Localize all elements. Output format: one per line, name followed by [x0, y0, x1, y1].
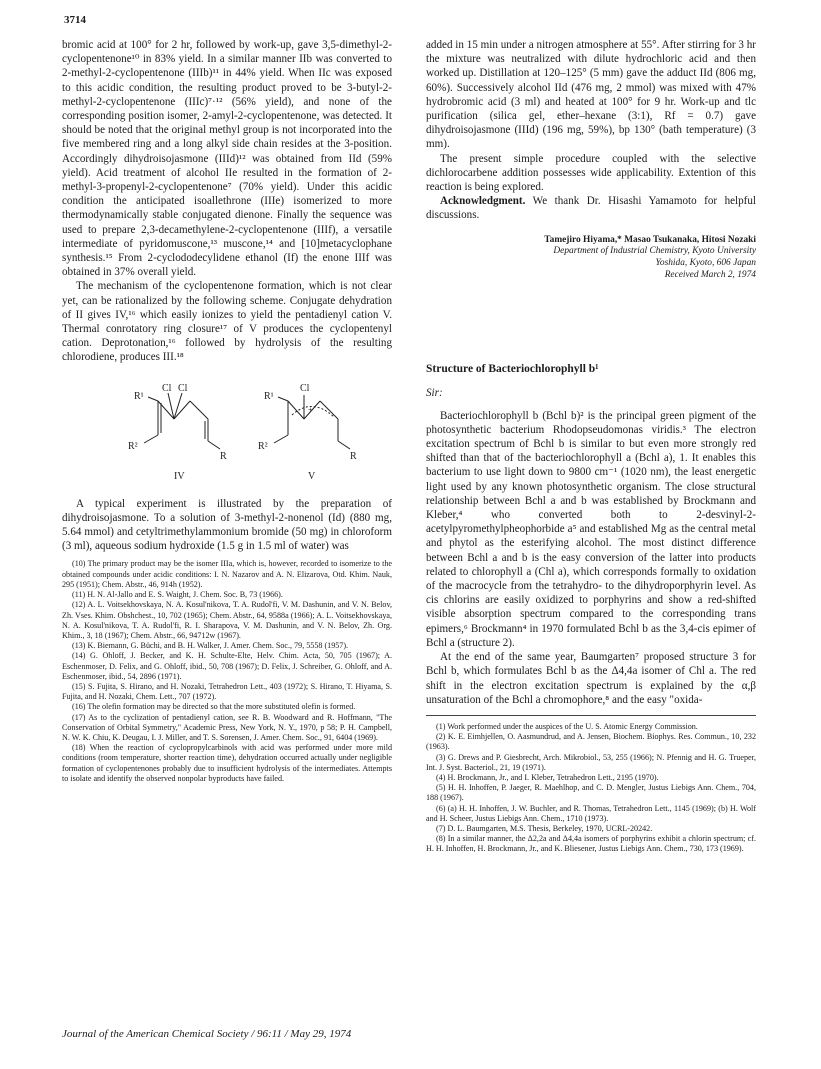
footnote: (8) In a similar manner, the Δ2,2a and Δ4,4a isomers of porphyrins exhibit a chlorin spectrum; cf. H. H. Inhoffen, H. Brockmann, Jr., and K. Bliesener, Justus Liebigs Ann. Chem., 730, 173 (1969). [426, 834, 756, 854]
v-cl-label: Cl [300, 382, 310, 394]
v-bond-3 [320, 401, 338, 419]
v-plus-label: + [308, 404, 314, 415]
scheme-structures [62, 371, 392, 489]
footnote: (6) (a) H. H. Inhoffen, J. W. Buchler, and R. Thomas, Tetrahedron Lett., 1145 (1969); (b) H. Wolf and H. Scheer, Justus Liebigs Ann. Chem., 1710 (1973). [426, 803, 756, 823]
left-paragraph-3: A typical experiment is illustrated by the preparation of dihydroisojasmone. To a solution of 3-methyl-2-nonenol (Id) (880 mg, 5.64 mmol) and cetyltrimethylammonium bromide (50 mg) in chloroform (3 ml), aqueous sodium hydroxide (1.5 g in 1.5 ml of water) was [62, 497, 392, 553]
affiliation-line-1: Department of Industrial Chemistry, Kyoto University [553, 245, 756, 256]
salutation: Sir: [426, 386, 443, 399]
acknowledgment [426, 194, 756, 222]
right-footnotes [426, 722, 756, 855]
iv-r1-bond [148, 397, 158, 401]
page-number: 3714 [64, 14, 86, 26]
footnote: (2) K. E. Eimhjellen, O. Aasmundrud, and A. Jensen, Biochem. Biophys. Res. Commun., 10, 232 (1963). [426, 732, 756, 752]
footnote-separator [426, 715, 756, 716]
acknowledgment-heading: Acknowledgment. [440, 195, 526, 208]
right-paragraph-4: At the end of the same year, Baumgarten⁷ proposed structure 3 for Bchl b, which formulates Bchl b as the Δ4,4a isomer of Chl a. The red shift in the electron excitation spectrum is explained by the α,β unsaturation of the Bchl a chromophore,⁸ and the easy "oxida- [426, 651, 756, 706]
acknowledgment-text: We thank Dr. Hisashi Yamamoto for helpful discussions. [426, 195, 756, 222]
article-title: Structure of Bacteriochlorophyll b¹ [426, 362, 599, 375]
footnote: (10) The primary product may be the isomer IIIa, which is, however, recorded to isomerize to the obtained compounds under acidic conditions: I. N. Nazarov and A. N. Elizarova, Otd. Khim. Nauk, 295 (1951); Chem. Abstr., 46, 914h (1952). [62, 559, 392, 589]
footnote: (17) As to the cyclization of pentadienyl cation, see R. B. Woodward and R. Hoffmann, "The Conservation of Orbital Symmetry," Academic Press, New York, N. Y., 1970, p 58; P. H. Campbell, N. W. K. Chiu, K. Deugau, I. J. Miller, and T. S. Sorensen, J. Amer. Chem. Soc., 91, 6404 (1969). [62, 712, 392, 742]
footnote: (4) H. Brockmann, Jr., and I. Kleber, Tetrahedron Lett., 2195 (1970). [436, 772, 659, 782]
authors: Tamejiro Hiyama,* Masao Tsukanaka, Hitosi Nozaki [544, 234, 756, 245]
right-paragraph-2: The present simple procedure coupled with the selective dichlorocarbene addition possesses wide applicability. Extention of this reaction is being explored. [426, 152, 756, 194]
right-paragraph-1: added in 15 min under a nitrogen atmosphere at 55°. After stirring for 3 hr the mixture was neutralized with dilute hydrochloric acid and then worked up. Distillation at 120–125° (5 mm) gave the adduct IId (806 mg, 60%). Successively alcohol IId (476 mg, 2 mmol) was mixed with 47% hydrobromic acid (3 ml) and heated at 100° for 9 hr. Work-up and tlc purification (silica gel, ether–hexane (3:1), Rf = 0.7) gave dihydroisojasmone (IIId) (196 mg, 59%), bp 130° (bath temperature) (3 mm). [426, 39, 756, 151]
iv-cl-label-1: Cl [162, 382, 172, 394]
v-r2-label: R² [258, 440, 268, 452]
footnote: (13) K. Biemann, G. Büchi, and B. H. Walker, J. Amer. Chem. Soc., 79, 5558 (1957). [72, 641, 349, 651]
footnote: (14) G. Ohloff, J. Becker, and K. H. Schulte-Elte, Helv. Chim. Acta, 50, 705 (1967); A. Eschenmoser, D. Felix, and G. Ohloff, ibid., 50, 708 (1967); D. Felix, J. Schreiber, G. Ohloff, and A. Eschenmoser, ibid., 54, 2896 (1971). [62, 651, 392, 681]
footnote: (12) A. L. Voitsekhovskaya, N. A. Kosul'nikova, T. A. Rudol'fi, V. M. Dashunin, and V. N. Belov, Zh. Vses. Khim. Obshchest., 10, 702 (1965); Chem. Abstr., 64, 9588a (1966); A. L. Voitsekhovskaya, N. A. Kosul'nikova, T. A. Rudol'fi, R. I. Sharapova, V. M. Dashunin, and V. N. Belov, Zh. Org. Khim., 3, 18 (1967); Chem. Abstr., 66, 94712w (1967). [62, 600, 392, 640]
v-bond-5 [274, 435, 288, 443]
footnote: (7) D. L. Baumgarten, M.S. Thesis, Berkeley, 1970, UCRL-20242. [436, 823, 653, 833]
v-label: V [308, 470, 316, 482]
v-r-label: R [350, 450, 357, 462]
v-r1-label: R¹ [264, 390, 274, 402]
iv-bond-7 [208, 441, 220, 449]
received-date: Received March 2, 1974 [664, 269, 756, 280]
v-bond-7 [338, 441, 350, 449]
right-column [426, 38, 756, 855]
footnote: (1) Work performed under the auspices of the U. S. Atomic Energy Commission. [436, 721, 698, 731]
iv-bond-3 [190, 401, 208, 419]
footnote: (15) S. Fujita, S. Hirano, and H. Nozaki, Tetrahedron Lett., 403 (1972); S. Hirano, T. Hiyama, S. Fujita, and H. Nozaki, Chem. Lett., 707 (1972). [62, 681, 392, 702]
scheme-figure [62, 371, 392, 489]
left-column [62, 38, 392, 784]
right-paragraph-3: Bacteriochlorophyll b (Bchl b)² is the principal green pigment of the photosynthetic bacterium Rhodopseudomonas viridis.³ The electron excitation spectrum of Bchl b is similar to but even more strongly red shifted than that of the bacteriochlorophyll a (Bchl a), 1. It enables this bacterium to use light down to 9800 cm⁻¹ (1020 nm), the least energetic light used by any known photosynthetic organism. The close structural relationship between Bchl a and b was established by Brockmann and Kleber,⁴ who converted both to 2-desvinyl-2-acetylpyromethylpheophorbide a⁵ and established Mg as the central metal and phytol as the esterifying alcohol. The most distinct difference between Bchl a and b is the easy conversion of the latter into products related to chlorophyll a (Chl a), which corresponds formally to oxidation of the macrocycle from the tetrahydro- to the dihydroporphyrin level. As cis chlorins are easily oxidized to porphyrins and show a red-shifted visible absorption spectrum compared to the corresponding trans epimers,⁶ Brockmann⁴ in 1970 formulated Bchl b as the 3,4-cis epimer of Bchl a (structure 2). [426, 409, 756, 649]
iv-r2-label: R² [128, 440, 138, 452]
iv-r1-label: R¹ [134, 390, 144, 402]
left-footnotes [62, 559, 392, 783]
v-bond-1 [288, 401, 304, 419]
iv-cl-label-2: Cl [178, 382, 188, 394]
iv-label: IV [174, 470, 185, 482]
footnote: (16) The olefin formation may be directed so that the more substituted olefin is formed. [72, 702, 356, 712]
footnote: (5) H. H. Inhoffen, P. Jaeger, R. Maehlhop, and C. D. Mengler, Justus Liebigs Ann. Chem., 704, 188 (1967). [426, 783, 756, 803]
iv-bond-5 [144, 435, 158, 443]
affiliation-line-2: Yoshida, Kyoto, 606 Japan [655, 257, 756, 268]
footnote: (3) G. Drews and P. Giesbrecht, Arch. Mikrobiol., 53, 255 (1966); N. Pfennig and H. G. Trueper, Int. J. Syst. Bacteriol., 21, 19 (1971). [426, 752, 756, 772]
left-paragraph-2: The mechanism of the cyclopentenone formation, which is not clear yet, can be rationalized by the following scheme. Conjugate dehydration of II gives IV,¹⁶ which easily ionizes to yield the pentadienyl cation V. Thermal conrotatory ring closure¹⁷ of V produces the cyclopentenyl cation. Deprotonation,¹⁶ followed by hydrolysis of the resulting chlorodiene, produces III.¹⁸ [62, 280, 392, 364]
left-paragraph-1: bromic acid at 100° for 2 hr, followed by work-up, gave 3,5-dimethyl-2-cyclopentenone¹⁰ in 83% yield. In a similar manner IIb was converted to 2-methyl-2-cyclopentenone (IIIb)¹¹ in 44% yield. When IIc was exposed to this acidic condition, the resulting product proved to be 3-butyl-2-methyl-2-cyclopentenone (IIIc)⁷·¹² (56% yield), and none of the corresponding position isomer, 2-amyl-2-cyclopentenone, was detected. It should be noted that the original methyl group is not incorporated into the five membered ring and a long alkyl side chain resides at the 3-position. Accordingly dihydroisojasmone (IIId)¹² was obtained from IId (59% yield). Acid treatment of alcohol IIe resulted in the formation of 2-methyl-3-propenyl-2-cyclopentenone⁷ (70% yield). Under this acidic condition the anticipated isoallethrone (IIIe) isomerized to more thermodynamically stable conjugated dienone. Finally the sequence was used to prepare 2,3-decamethylene-2-cyclopentenone (IIIf), a versatile intermediate of pyridomuscone,¹³ muscone,¹⁴ and [10]metacyclophane synthesis.¹⁵ From 2-cyclododecylidene ethanol (If) the enone IIIf was obtained in 37% overall yield. [62, 39, 392, 279]
iv-r-label: R [220, 450, 227, 462]
v-r1-bond [278, 397, 288, 401]
footnote: (11) H. N. Al-Jallo and E. S. Waight, J. Chem. Soc. B, 73 (1966). [72, 590, 283, 600]
journal-footer: Journal of the American Chemical Society / 96:11 / May 29, 1974 [62, 1028, 352, 1040]
footnote: (18) When the reaction of cyclopropylcarbinols with acid was performed under more mild conditions (room temperature, shorter reaction time), dehydration occurred actually under negligible formation of cyclopentenones probably due to insufficient hydrolysis of the intermediates. Attempts to isolate and identify the observed nonpolar byproducts have failed. [62, 743, 392, 783]
